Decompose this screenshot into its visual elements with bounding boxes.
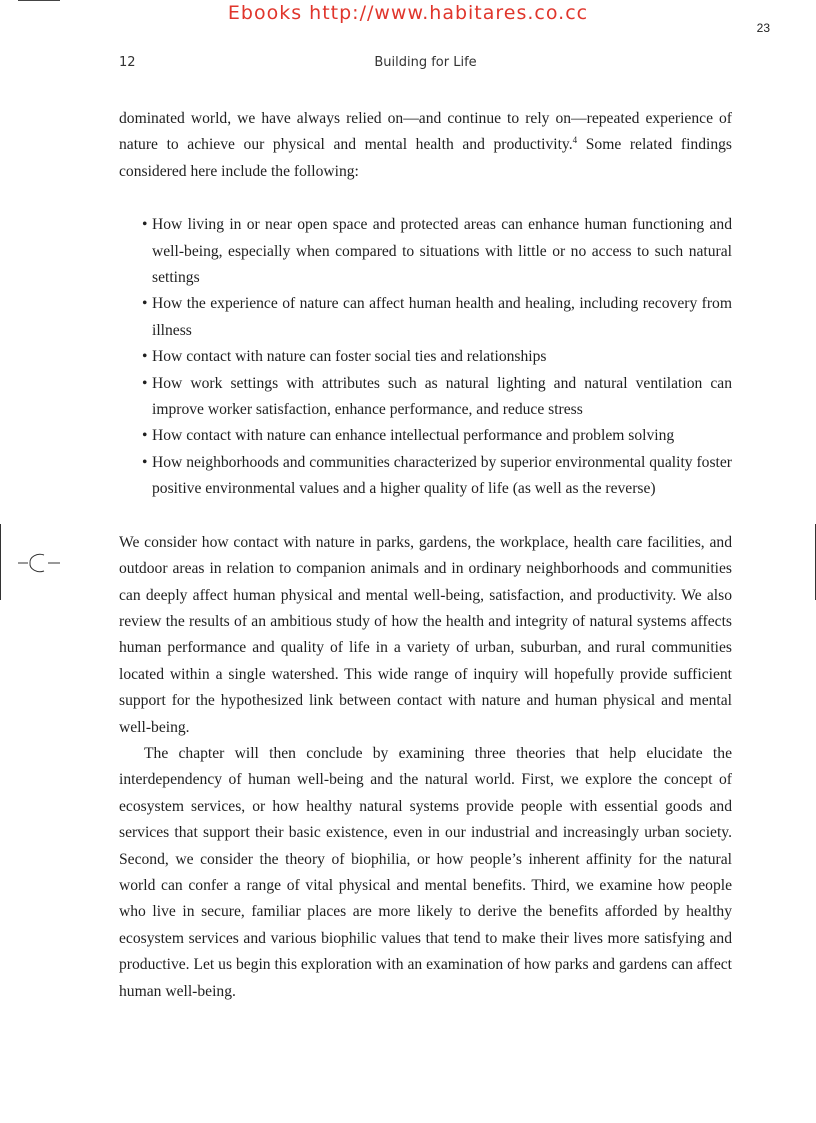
endnote-marker[interactable]: 4 [572, 135, 578, 146]
list-item [119, 371, 732, 424]
list-item [119, 344, 732, 370]
list-item [119, 450, 732, 503]
bullet-icon: • [142, 374, 148, 392]
left-margin-rule [0, 524, 1, 600]
pdf-page-number: 23 [756, 21, 770, 35]
list-item-text: How contact with nature can foster social ties and relationships [152, 348, 547, 366]
list-item-text: How contact with nature can enhance intellectual performance and problem solving [152, 427, 675, 445]
crop-mark-icon [18, 550, 60, 576]
list-item-text: How the experience of nature can affect human health and healing, including recovery from illness [152, 295, 732, 339]
running-head [119, 55, 732, 75]
findings-list [119, 212, 732, 502]
list-item-text: How neighborhoods and communities characterized by superior environmental quality foster positive environmental values and a higher quality of life (as well as the reverse) [152, 453, 732, 498]
list-item [119, 212, 732, 291]
body-paragraph: The chapter will then conclude by examining three theories that help elucidate the interdependency of human well-being and the natural world. First, we explore the concept of ecosystem services, or how healthy natural systems provide people with essential goods and services that support their basic existence, even in our industrial and increasingly urban society. Second, we consider the theory of biophilia, or how people’s inherent affinity for the natural world can confer a range of vital physical and mental benefits. Third, we examine how people who live in secure, familiar places are more likely to derive the benefits afforded by healthy ecosystem services and various biophilic values that tend to make their lives more satisfying and productive. Let us begin this exploration with an examination of how parks and gardens can affect human well-being. [119, 744, 732, 1000]
bullet-icon: • [142, 453, 148, 471]
intro-text-continued: Some related findings considered here include the following: [119, 136, 733, 180]
bullet-icon: • [142, 295, 148, 313]
list-item [119, 291, 732, 344]
bullet-icon: • [142, 216, 148, 234]
page-body [119, 106, 732, 1005]
list-item [119, 423, 732, 449]
intro-paragraph [119, 106, 732, 185]
page-folio: 12 [119, 55, 136, 70]
watermark-text[interactable]: Ebooks http://www.habitares.co.cc [227, 2, 589, 24]
book-title: Building for Life [374, 55, 477, 70]
bullet-icon: • [142, 427, 148, 445]
body-paragraph: We consider how contact with nature in parks, gardens, the workplace, health care facilities, and outdoor areas in relation to companion animals and in ordinary neighborhoods and communities can deeply affect human physical and mental well-being, satisfaction, and productivity. We also review the results of an ambitious study of how the health and integrity of natural systems affects human performance and quality of life in a variety of urban, suburban, and rural communities located within a single watershed. This wide range of inquiry will hopefully provide sufficient support for the hypothesized link between contact with nature and human physical and mental well-being. [119, 533, 732, 736]
bullet-icon: • [142, 348, 148, 366]
intro-text: dominated world, we have always relied on—and continue to rely on—repeated experience of nature to achieve our physical and mental health and productivity. [119, 110, 732, 154]
list-item-text: How work settings with attributes such as natural lighting and natural ventilation can improve worker satisfaction, enhance performance, and reduce stress [152, 374, 732, 419]
list-item-text: How living in or near open space and protected areas can enhance human functioning and well-being, especially when compared to situations with little or no access to such natural settings [152, 216, 732, 287]
